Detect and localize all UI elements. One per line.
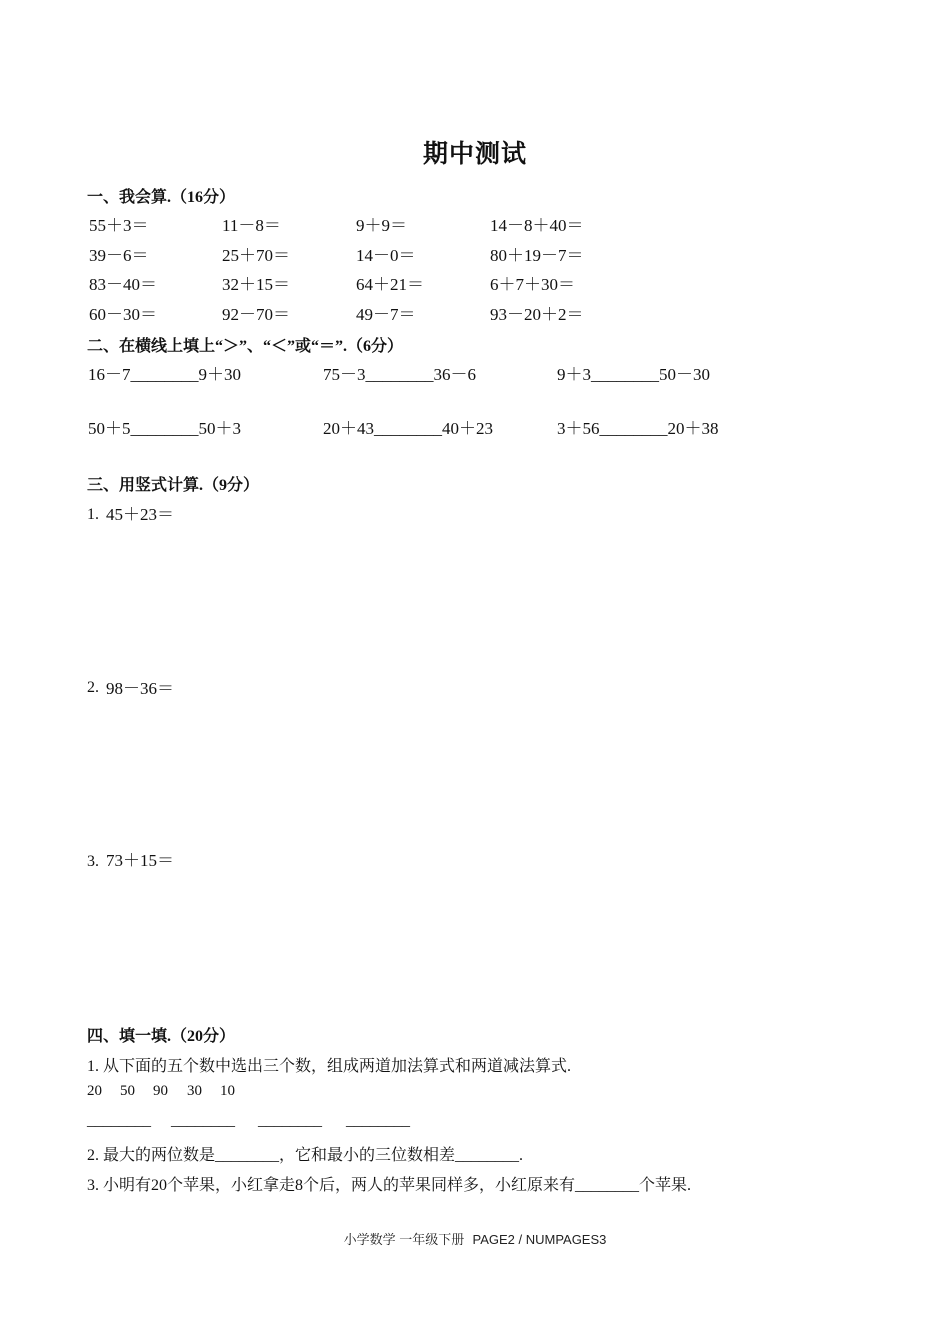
question-3 bbox=[87, 1172, 691, 1195]
section-4-heading: 四、填一填.（20分） bbox=[87, 1028, 236, 1045]
section-3-heading: 三、用竖式计算.（9分） bbox=[87, 477, 260, 494]
compare-right: 40＋23 bbox=[442, 419, 493, 438]
question-1-text: 1. 从下面的五个数中选出三个数，组成两道加法算式和两道减法算式. bbox=[87, 1058, 572, 1075]
compare-right: 50－30 bbox=[659, 365, 710, 384]
number-choice: 90 bbox=[153, 1083, 168, 1099]
vertical-calc-number: 3. bbox=[87, 853, 99, 870]
footer-text: 小学数学 一年级下册 bbox=[343, 1232, 465, 1247]
question-2-text: 2. 最大的两位数是 bbox=[87, 1147, 216, 1164]
calc-item: 55＋3＝ bbox=[89, 216, 149, 235]
calc-item: 14－0＝ bbox=[356, 246, 416, 265]
compare-left: 9＋3 bbox=[557, 365, 591, 384]
compare-left: 75－3 bbox=[323, 365, 366, 384]
compare-left: 3＋56 bbox=[557, 419, 600, 438]
calc-item: 49－7＝ bbox=[356, 305, 416, 324]
compare-item bbox=[557, 414, 719, 439]
calc-item: 60－30＝ bbox=[89, 305, 157, 324]
calc-item: 9＋9＝ bbox=[356, 216, 407, 235]
compare-left: 16－7 bbox=[88, 365, 131, 384]
compare-right: 50＋3 bbox=[198, 419, 241, 438]
answer-blank[interactable]: ________ bbox=[599, 419, 668, 438]
calc-item: 64＋21＝ bbox=[356, 275, 424, 294]
vertical-calc-expr: 98－36＝ bbox=[106, 679, 174, 698]
vertical-calc-number: 2. bbox=[87, 679, 99, 696]
compare-right: 9＋30 bbox=[198, 365, 241, 384]
number-choice: 20 bbox=[87, 1083, 102, 1099]
calc-item: 6＋7＋30＝ bbox=[490, 275, 575, 294]
section-2-heading: 二、在横线上填上“＞”、“＜”或“＝”.（6分） bbox=[87, 338, 404, 355]
page-number: PAGE2 / NUMPAGES3 bbox=[472, 1232, 607, 1247]
number-choice: 30 bbox=[187, 1083, 202, 1099]
question-2-text: . bbox=[519, 1147, 524, 1164]
calc-item: 32＋15＝ bbox=[222, 275, 290, 294]
answer-blank[interactable]: ________ bbox=[591, 365, 659, 384]
answer-blank[interactable]: ________ bbox=[374, 419, 442, 438]
vertical-calc-number: 1. bbox=[87, 506, 99, 523]
calc-item: 93－20＋2＝ bbox=[490, 305, 584, 324]
compare-item bbox=[88, 414, 241, 439]
answer-blank[interactable]: ________ bbox=[346, 1112, 410, 1129]
section-1-heading: 一、我会算.（16分） bbox=[87, 189, 236, 206]
answer-blank[interactable]: ________ bbox=[215, 1147, 280, 1164]
compare-left: 50＋5 bbox=[88, 419, 131, 438]
compare-item bbox=[88, 360, 241, 385]
compare-right: 36－6 bbox=[433, 365, 476, 384]
answer-blank[interactable]: ________ bbox=[258, 1112, 322, 1129]
answer-blank[interactable]: ________ bbox=[171, 1112, 235, 1129]
number-choice: 50 bbox=[120, 1083, 135, 1099]
answer-blank[interactable]: ________ bbox=[365, 365, 434, 384]
vertical-calc-expr: 45＋23＝ bbox=[106, 505, 174, 524]
vertical-calc-expr: 73＋15＝ bbox=[106, 851, 174, 870]
answer-blank[interactable]: ________ bbox=[130, 365, 199, 384]
compare-item bbox=[557, 360, 710, 385]
page-footer bbox=[0, 1229, 950, 1248]
answer-blank[interactable]: ________ bbox=[575, 1177, 640, 1194]
compare-right: 20＋38 bbox=[667, 419, 719, 438]
answer-blank[interactable]: ________ bbox=[87, 1112, 151, 1129]
calc-item: 80＋19－7＝ bbox=[490, 246, 584, 265]
calc-item: 25＋70＝ bbox=[222, 246, 290, 265]
answer-blank[interactable]: ________ bbox=[130, 419, 199, 438]
page-title: 期中测试 bbox=[422, 141, 527, 168]
question-2-text: ，它和最小的三位数相差 bbox=[279, 1147, 456, 1164]
answer-blank[interactable]: ________ bbox=[455, 1147, 520, 1164]
calc-item: 39－6＝ bbox=[89, 246, 149, 265]
calc-item: 92－70＝ bbox=[222, 305, 290, 324]
calc-item: 83－40＝ bbox=[89, 275, 157, 294]
compare-item bbox=[323, 360, 476, 385]
question-3-text: 3. 小明有20个苹果，小红拿走8个后，两人的苹果同样多，小红原来有 bbox=[87, 1177, 576, 1194]
number-choice: 10 bbox=[220, 1083, 235, 1099]
question-2 bbox=[87, 1142, 523, 1165]
compare-item bbox=[323, 414, 493, 439]
compare-left: 20＋43 bbox=[323, 419, 374, 438]
question-3-text: 个苹果. bbox=[639, 1177, 692, 1194]
calc-item: 14－8＋40＝ bbox=[490, 216, 584, 235]
calc-item: 11－8＝ bbox=[222, 216, 281, 235]
